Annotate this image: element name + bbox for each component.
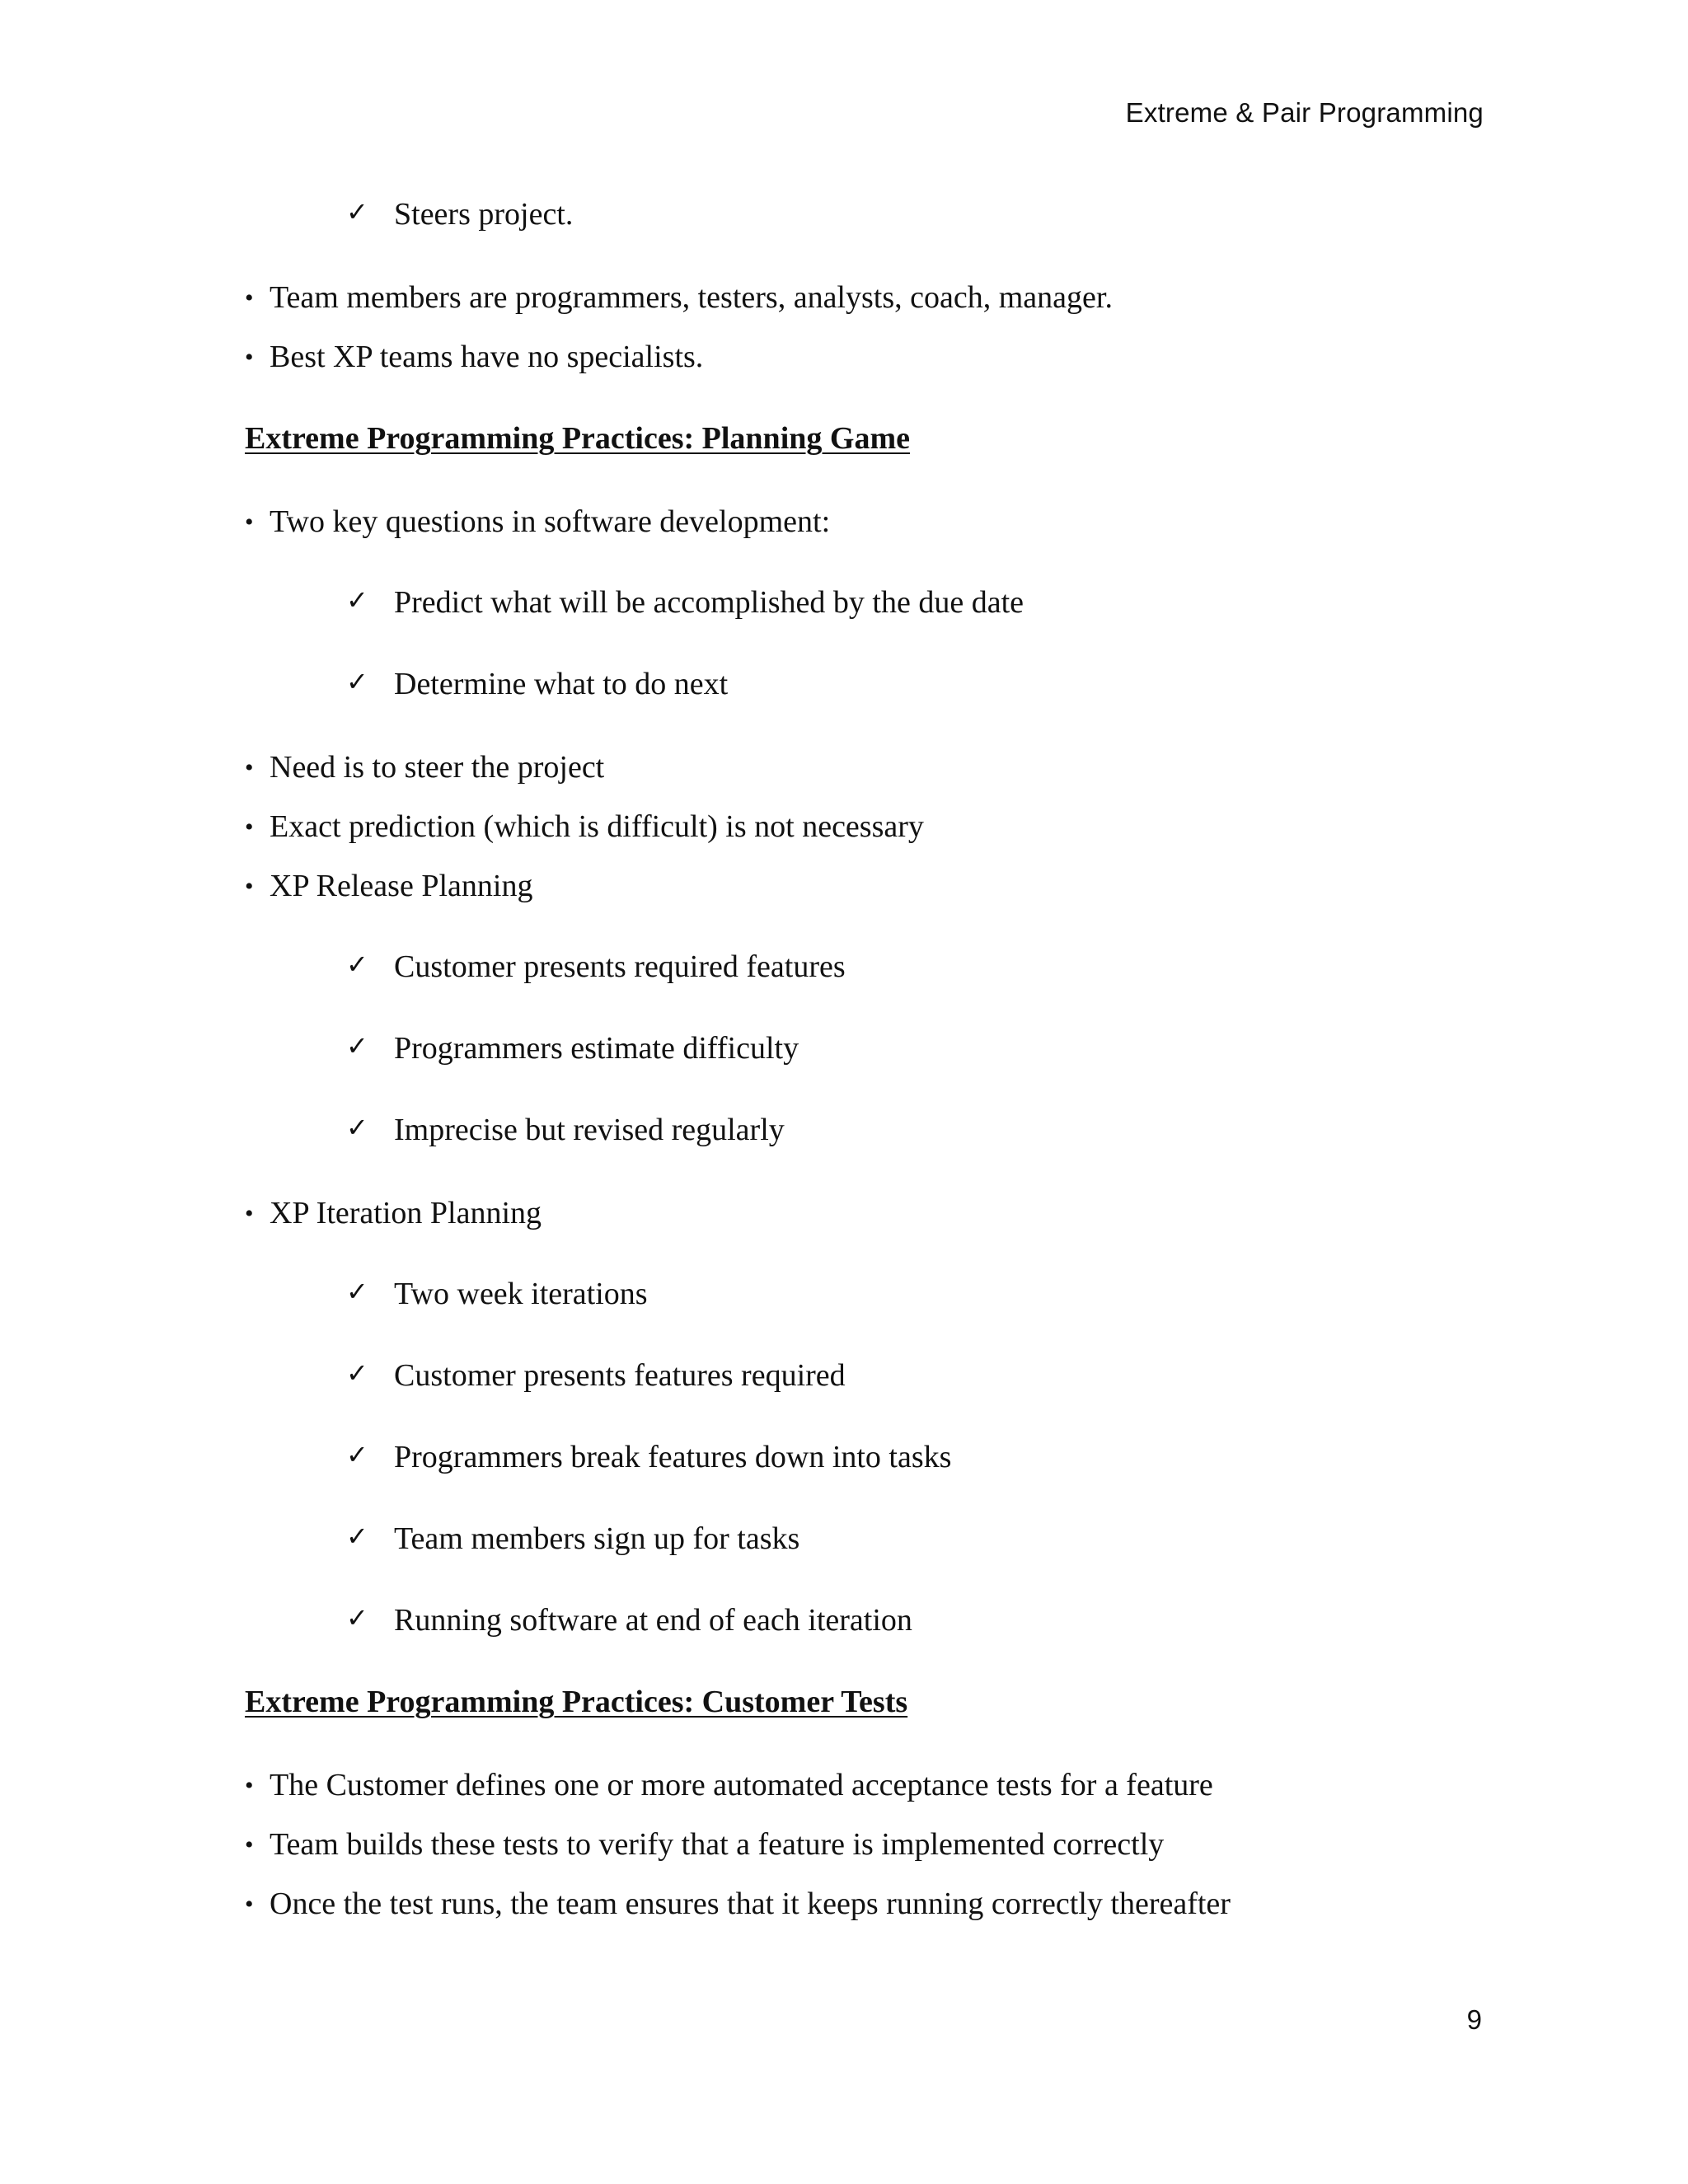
checklist-item xyxy=(346,1602,912,1639)
bullet-item xyxy=(245,279,1113,318)
bullet-item xyxy=(245,1195,542,1234)
checkmark-icon: ✓ xyxy=(346,1112,368,1143)
section-heading: Extreme Programming Practices: Planning Game xyxy=(245,421,910,456)
checklist-item-text: Running software at end of each iteration xyxy=(394,1603,912,1638)
bullet-item-text: Team members are programmers, testers, analysts, coach, manager. xyxy=(270,280,1113,315)
bullet-icon: • xyxy=(245,873,254,900)
checklist-item xyxy=(346,584,1024,621)
checklist-item xyxy=(346,1112,785,1149)
bullet-item-text: Exact prediction (which is difficult) is not necessary xyxy=(270,809,924,844)
bullet-item xyxy=(245,1826,1164,1865)
checkmark-icon: ✓ xyxy=(346,1357,368,1389)
bullet-item xyxy=(245,808,924,847)
checklist-item-text: Steers project. xyxy=(394,197,574,232)
bullet-icon: • xyxy=(245,1772,254,1799)
checklist-item-text: Two week iterations xyxy=(394,1277,648,1311)
page-number: 9 xyxy=(1466,2004,1482,2035)
bullet-icon: • xyxy=(245,1200,254,1227)
bullet-item-text: Team builds these tests to verify that a feature is implemented correctly xyxy=(270,1827,1165,1862)
bullet-item-text: The Customer defines one or more automated acceptance tests for a feature xyxy=(270,1768,1213,1802)
checklist-item-text: Determine what to do next xyxy=(394,667,729,701)
checkmark-icon: ✓ xyxy=(346,196,368,227)
bullet-item-text: Once the test runs, the team ensures that it keeps running correctly thereafter xyxy=(270,1886,1231,1921)
checkmark-icon: ✓ xyxy=(346,1602,368,1633)
bullet-item xyxy=(245,868,532,907)
bullet-icon: • xyxy=(245,1831,254,1858)
checklist-item-text: Imprecise but revised regularly xyxy=(394,1113,785,1147)
checklist-item xyxy=(346,1521,799,1558)
bullet-item-text: XP Iteration Planning xyxy=(270,1196,542,1230)
bullet-item-text: Two key questions in software development: xyxy=(270,504,831,539)
checklist-item-text: Customer presents required features xyxy=(394,949,846,984)
checkmark-icon: ✓ xyxy=(346,666,368,697)
checklist-item xyxy=(346,1357,846,1394)
checklist-item xyxy=(346,1276,648,1313)
checkmark-icon: ✓ xyxy=(346,584,368,616)
checkmark-icon: ✓ xyxy=(346,1276,368,1307)
bullet-item xyxy=(245,749,604,788)
checklist-item-text: Programmers estimate difficulty xyxy=(394,1031,799,1066)
bullet-icon: • xyxy=(245,1891,254,1918)
checklist-item xyxy=(346,949,846,986)
checkmark-icon: ✓ xyxy=(346,1439,368,1470)
checklist-item xyxy=(346,196,573,233)
bullet-icon: • xyxy=(245,344,254,371)
bullet-item-text: XP Release Planning xyxy=(270,869,533,903)
bullet-icon: • xyxy=(245,509,254,536)
checkmark-icon: ✓ xyxy=(346,949,368,980)
checklist-item xyxy=(346,1030,799,1067)
checklist-item-text: Team members sign up for tasks xyxy=(394,1521,800,1556)
checklist-item xyxy=(346,1439,951,1476)
checkmark-icon: ✓ xyxy=(346,1521,368,1552)
checklist-item-text: Customer presents features required xyxy=(394,1358,846,1393)
bullet-item xyxy=(245,1767,1213,1806)
bullet-icon: • xyxy=(245,754,254,781)
checklist-item-text: Programmers break features down into tasks xyxy=(394,1440,952,1474)
bullet-icon: • xyxy=(245,284,254,312)
running-header: Extreme & Pair Programming xyxy=(1125,97,1484,128)
bullet-item-text: Best XP teams have no specialists. xyxy=(270,340,704,374)
bullet-item xyxy=(245,339,703,377)
bullet-item xyxy=(245,504,830,542)
checkmark-icon: ✓ xyxy=(346,1030,368,1062)
bullet-item-text: Need is to steer the project xyxy=(270,750,605,785)
checklist-item xyxy=(346,666,728,703)
section-heading: Extreme Programming Practices: Customer Tests xyxy=(245,1685,908,1719)
bullet-icon: • xyxy=(245,813,254,841)
checklist-item-text: Predict what will be accomplished by the due date xyxy=(394,585,1024,620)
bullet-item xyxy=(245,1886,1231,1924)
